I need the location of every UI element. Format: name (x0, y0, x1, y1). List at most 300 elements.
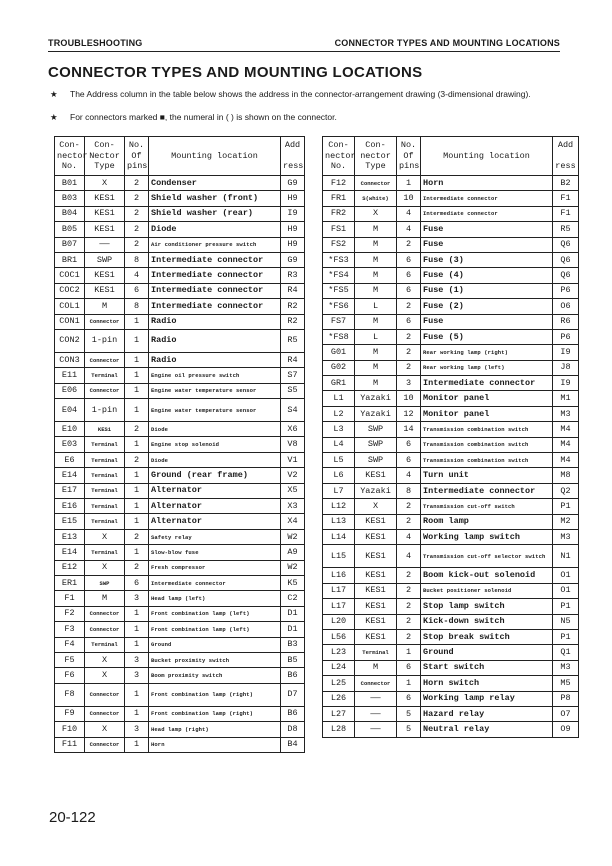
cell-connector-no: L13 (323, 514, 355, 529)
table-row (55, 383, 305, 398)
cell-connector-type: X (85, 652, 125, 667)
cell-mounting-location: Ground (421, 645, 553, 660)
cell-pins: 3 (125, 668, 149, 683)
cell-mounting-location: Alternator (149, 499, 281, 514)
table-row (55, 652, 305, 667)
cell-pins: 2 (397, 599, 421, 614)
cell-connector-no: *FS3 (323, 252, 355, 267)
table-row (55, 683, 305, 706)
cell-connector-type: KES1 (355, 545, 397, 568)
cell-connector-no: FS2 (323, 237, 355, 252)
cell-mounting-location: Diode (149, 452, 281, 467)
cell-mounting-location: Fuse (421, 314, 553, 329)
col-header-mounting-location: Mounting location (149, 137, 281, 176)
cell-connector-type: M (355, 345, 397, 360)
cell-address: M3 (553, 406, 579, 421)
connector-table-left (54, 136, 305, 753)
cell-mounting-location: Fuse (5) (421, 329, 553, 344)
cell-connector-no: COC1 (55, 268, 85, 283)
cell-address: I9 (281, 206, 305, 221)
cell-address: O9 (553, 722, 579, 737)
table-row (323, 676, 579, 691)
cell-address: R3 (281, 268, 305, 283)
table-row (323, 660, 579, 675)
cell-mounting-location: Stop break switch (421, 629, 553, 644)
cell-connector-no: E10 (55, 422, 85, 437)
cell-address: F1 (553, 191, 579, 206)
cell-connector-no: E11 (55, 368, 85, 383)
cell-connector-type: M (85, 299, 125, 314)
col-header-connector-no: Con- nector No. (55, 137, 85, 176)
cell-address: A9 (281, 545, 305, 560)
cell-connector-type: KES1 (355, 514, 397, 529)
cell-pins: 4 (397, 468, 421, 483)
cell-pins: 1 (125, 545, 149, 560)
cell-pins: 1 (125, 606, 149, 621)
cell-connector-type: Terminal (85, 637, 125, 652)
cell-pins: 6 (125, 283, 149, 298)
cell-connector-no: L17 (323, 583, 355, 598)
cell-connector-type: SWP (355, 422, 397, 437)
cell-connector-no: L4 (323, 437, 355, 452)
cell-address: R4 (281, 283, 305, 298)
cell-connector-type: X (85, 722, 125, 737)
table-row (55, 514, 305, 529)
cell-connector-type: —— (355, 691, 397, 706)
cell-mounting-location: Intermediate connector (149, 575, 281, 590)
cell-connector-no: L28 (323, 722, 355, 737)
table-row (323, 345, 579, 360)
cell-connector-type: M (355, 268, 397, 283)
table-row (323, 545, 579, 568)
cell-mounting-location: Working lamp switch (421, 529, 553, 544)
cell-address: B6 (281, 668, 305, 683)
cell-mounting-location: Bucket positioner solenoid (421, 583, 553, 598)
cell-mounting-location: Shield washer (rear) (149, 206, 281, 221)
cell-address: P1 (553, 599, 579, 614)
cell-mounting-location: Fresh compressor (149, 560, 281, 575)
cell-pins: 1 (125, 706, 149, 721)
cell-address: D1 (281, 606, 305, 621)
cell-connector-type: Connector (85, 352, 125, 367)
cell-mounting-location: Intermediate connector (149, 252, 281, 267)
header-section-label: TROUBLESHOOTING (48, 38, 143, 48)
cell-connector-type: KES1 (85, 422, 125, 437)
col-header-connector-no: Con- nector No. (323, 137, 355, 176)
table-row (323, 583, 579, 598)
cell-pins: 2 (397, 583, 421, 598)
cell-address: M8 (553, 468, 579, 483)
cell-address: M3 (553, 529, 579, 544)
cell-pins: 2 (397, 237, 421, 252)
table-row (55, 283, 305, 298)
cell-mounting-location: Bucket proximity switch (149, 652, 281, 667)
cell-address: O7 (553, 706, 579, 721)
cell-pins: 2 (397, 329, 421, 344)
cell-connector-type: SWP (85, 575, 125, 590)
cell-connector-type: X (85, 176, 125, 191)
cell-connector-no: *FS5 (323, 283, 355, 298)
cell-pins: 1 (125, 352, 149, 367)
note-marked-connectors (50, 112, 560, 122)
cell-mounting-location: Fuse (2) (421, 299, 553, 314)
cell-address: M5 (553, 676, 579, 691)
cell-connector-type: S(white) (355, 191, 397, 206)
cell-address: M2 (553, 514, 579, 529)
table-row (55, 737, 305, 752)
cell-mounting-location: Engine water temperature sensor (149, 383, 281, 398)
cell-address: Q1 (553, 645, 579, 660)
cell-pins: 3 (125, 652, 149, 667)
cell-connector-type: Terminal (85, 452, 125, 467)
cell-pins: 2 (397, 514, 421, 529)
cell-connector-no: L3 (323, 422, 355, 437)
cell-address: R4 (281, 352, 305, 367)
cell-connector-no: L25 (323, 676, 355, 691)
cell-pins: 2 (397, 499, 421, 514)
table-row (323, 468, 579, 483)
cell-mounting-location: Stop lamp switch (421, 599, 553, 614)
table-row (323, 614, 579, 629)
cell-connector-type: X (85, 529, 125, 544)
cell-pins: 6 (397, 252, 421, 267)
cell-address: G9 (281, 176, 305, 191)
cell-connector-no: E13 (55, 529, 85, 544)
cell-connector-no: ER1 (55, 575, 85, 590)
cell-connector-type: M (355, 283, 397, 298)
cell-mounting-location: Boom kick-out solenoid (421, 568, 553, 583)
cell-mounting-location: Intermediate connector (149, 283, 281, 298)
cell-connector-type: M (355, 376, 397, 391)
table-row (55, 352, 305, 367)
cell-connector-type: Terminal (85, 545, 125, 560)
cell-pins: 6 (397, 283, 421, 298)
cell-mounting-location: Hazard relay (421, 706, 553, 721)
cell-connector-type: M (85, 591, 125, 606)
table-row (55, 545, 305, 560)
cell-connector-type: KES1 (355, 629, 397, 644)
table-row (55, 222, 305, 237)
col-header-pins: No. Of pins (125, 137, 149, 176)
cell-pins: 1 (125, 314, 149, 329)
cell-connector-type: Connector (85, 383, 125, 398)
cell-address: M3 (553, 660, 579, 675)
cell-address: O1 (553, 568, 579, 583)
cell-mounting-location: Radio (149, 352, 281, 367)
table-row (323, 499, 579, 514)
cell-connector-no: L27 (323, 706, 355, 721)
note-address-text: The Address column in the table below shows the address in the connector-arrangement drawing (3-dimensional drawing). (70, 89, 531, 99)
cell-address: B6 (281, 706, 305, 721)
star-icon: ★ (50, 112, 58, 122)
cell-connector-no: E14 (55, 545, 85, 560)
header-page-topic: CONNECTOR TYPES AND MOUNTING LOCATIONS (334, 38, 560, 48)
cell-connector-no: L2 (323, 406, 355, 421)
cell-pins: 2 (125, 191, 149, 206)
cell-connector-no: F4 (55, 637, 85, 652)
cell-pins: 2 (125, 222, 149, 237)
table-row (323, 222, 579, 237)
cell-connector-type: Connector (85, 606, 125, 621)
cell-pins: 5 (397, 722, 421, 737)
col-header-mounting-location: Mounting location (421, 137, 553, 176)
table-row (323, 691, 579, 706)
cell-mounting-location: Safety relay (149, 529, 281, 544)
table-row (55, 560, 305, 575)
cell-connector-type: Terminal (85, 514, 125, 529)
note-marked-text: For connectors marked ■, the numeral in ( ) is shown on the connector. (70, 112, 337, 122)
table-row (323, 406, 579, 421)
cell-pins: 2 (125, 560, 149, 575)
cell-connector-no: FS1 (323, 222, 355, 237)
table-row (323, 453, 579, 468)
table-row (55, 529, 305, 544)
cell-address: B4 (281, 737, 305, 752)
cell-connector-no: L15 (323, 545, 355, 568)
table-row (323, 191, 579, 206)
cell-mounting-location: Monitor panel (421, 406, 553, 421)
table-row (55, 299, 305, 314)
cell-connector-no: E16 (55, 499, 85, 514)
cell-pins: 4 (397, 206, 421, 221)
cell-pins: 8 (397, 483, 421, 498)
cell-connector-no: E6 (55, 452, 85, 467)
cell-connector-type: —— (355, 722, 397, 737)
cell-connector-type: KES1 (85, 222, 125, 237)
cell-connector-no: E12 (55, 560, 85, 575)
cell-mounting-location: Alternator (149, 514, 281, 529)
cell-connector-type: Connector (85, 683, 125, 706)
cell-connector-type: KES1 (355, 568, 397, 583)
table-row (55, 468, 305, 483)
cell-mounting-location: Rear working lamp (left) (421, 360, 553, 375)
cell-pins: 1 (125, 622, 149, 637)
cell-connector-type: M (355, 660, 397, 675)
cell-connector-type: Connector (85, 706, 125, 721)
cell-connector-type: M (355, 360, 397, 375)
cell-address: Q6 (553, 237, 579, 252)
cell-address: D8 (281, 722, 305, 737)
col-header-connector-type: Con- nector Type (355, 137, 397, 176)
cell-connector-type: L (355, 329, 397, 344)
cell-connector-no: G02 (323, 360, 355, 375)
cell-mounting-location: Fuse (4) (421, 268, 553, 283)
cell-connector-type: SWP (355, 437, 397, 452)
cell-pins: 1 (125, 368, 149, 383)
cell-connector-no: L20 (323, 614, 355, 629)
cell-mounting-location: Engine oil pressure switch (149, 368, 281, 383)
cell-pins: 10 (397, 191, 421, 206)
cell-address: H9 (281, 237, 305, 252)
cell-address: M4 (553, 422, 579, 437)
star-icon: ★ (50, 89, 58, 99)
cell-pins: 1 (397, 676, 421, 691)
cell-connector-no: CON1 (55, 314, 85, 329)
cell-pins: 3 (125, 722, 149, 737)
table-row (323, 391, 579, 406)
cell-pins: 6 (397, 691, 421, 706)
cell-mounting-location: Neutral relay (421, 722, 553, 737)
cell-address: V2 (281, 468, 305, 483)
cell-connector-no: B03 (55, 191, 85, 206)
table-row (55, 329, 305, 352)
cell-mounting-location: Transmission combination switch (421, 437, 553, 452)
table-row (55, 314, 305, 329)
cell-connector-no: *FS6 (323, 299, 355, 314)
cell-pins: 1 (125, 683, 149, 706)
cell-connector-no: F11 (55, 737, 85, 752)
cell-address: O6 (553, 299, 579, 314)
cell-connector-type: KES1 (355, 614, 397, 629)
cell-connector-type: Yazaki (355, 391, 397, 406)
table-row (55, 191, 305, 206)
table-row (323, 314, 579, 329)
cell-mounting-location: Horn (149, 737, 281, 752)
cell-connector-type: Terminal (355, 645, 397, 660)
cell-address: P6 (553, 329, 579, 344)
cell-mounting-location: Transmission cut-off selector switch (421, 545, 553, 568)
cell-connector-no: L24 (323, 660, 355, 675)
cell-pins: 4 (397, 545, 421, 568)
cell-pins: 3 (397, 376, 421, 391)
cell-connector-no: L6 (323, 468, 355, 483)
table-row (55, 399, 305, 422)
cell-connector-no: E15 (55, 514, 85, 529)
cell-address: F1 (553, 206, 579, 221)
table-row (323, 514, 579, 529)
table-row (323, 437, 579, 452)
cell-connector-type: Terminal (85, 437, 125, 452)
cell-connector-type: M (355, 222, 397, 237)
cell-pins: 10 (397, 391, 421, 406)
table-row (55, 606, 305, 621)
table-row (323, 568, 579, 583)
cell-mounting-location: Front combination lamp (right) (149, 683, 281, 706)
note-address (50, 89, 560, 99)
cell-address: S4 (281, 399, 305, 422)
cell-pins: 2 (125, 206, 149, 221)
cell-address: S7 (281, 368, 305, 383)
cell-mounting-location: Horn switch (421, 676, 553, 691)
cell-connector-type: M (355, 314, 397, 329)
cell-pins: 1 (397, 176, 421, 191)
cell-mounting-location: Start switch (421, 660, 553, 675)
cell-mounting-location: Transmission combination switch (421, 422, 553, 437)
cell-pins: 6 (397, 660, 421, 675)
cell-address: I9 (553, 345, 579, 360)
cell-address: X3 (281, 499, 305, 514)
cell-connector-no: F3 (55, 622, 85, 637)
cell-pins: 6 (397, 437, 421, 452)
table-row (55, 422, 305, 437)
table-row (323, 483, 579, 498)
cell-pins: 2 (125, 422, 149, 437)
cell-mounting-location: Front combination lamp (left) (149, 622, 281, 637)
cell-pins: 4 (125, 268, 149, 283)
cell-pins: 4 (397, 529, 421, 544)
cell-address: R2 (281, 299, 305, 314)
table-row (55, 637, 305, 652)
table-row (323, 176, 579, 191)
cell-address: X6 (281, 422, 305, 437)
cell-address: X4 (281, 514, 305, 529)
table-row (55, 499, 305, 514)
cell-pins: 4 (397, 222, 421, 237)
cell-pins: 1 (125, 468, 149, 483)
cell-connector-type: M (355, 252, 397, 267)
cell-mounting-location: Diode (149, 222, 281, 237)
table-row (55, 722, 305, 737)
cell-mounting-location: Engine stop solenoid (149, 437, 281, 452)
table-row (55, 176, 305, 191)
cell-connector-no: F12 (323, 176, 355, 191)
cell-connector-no: GR1 (323, 376, 355, 391)
cell-connector-type: Connector (355, 676, 397, 691)
table-row (55, 591, 305, 606)
cell-connector-type: L (355, 299, 397, 314)
cell-mounting-location: Room lamp (421, 514, 553, 529)
cell-connector-no: *FS4 (323, 268, 355, 283)
table-row (55, 237, 305, 252)
cell-connector-no: E17 (55, 483, 85, 498)
cell-mounting-location: Head lamp (left) (149, 591, 281, 606)
cell-pins: 1 (125, 329, 149, 352)
cell-address: B3 (281, 637, 305, 652)
table-row (323, 252, 579, 267)
cell-pins: 2 (397, 614, 421, 629)
col-header-address: Add ress (281, 137, 305, 176)
cell-mounting-location: Horn (421, 176, 553, 191)
table-row (323, 422, 579, 437)
cell-connector-no: FR1 (323, 191, 355, 206)
cell-mounting-location: Head lamp (right) (149, 722, 281, 737)
cell-pins: 1 (125, 514, 149, 529)
cell-connector-no: B07 (55, 237, 85, 252)
table-row (55, 206, 305, 221)
cell-connector-type: Terminal (85, 368, 125, 383)
cell-mounting-location: Radio (149, 329, 281, 352)
table-row (55, 668, 305, 683)
cell-address: M1 (553, 391, 579, 406)
cell-pins: 2 (397, 299, 421, 314)
cell-address: R5 (281, 329, 305, 352)
page-header (48, 37, 560, 52)
table-row (323, 529, 579, 544)
cell-mounting-location: Front combination lamp (right) (149, 706, 281, 721)
cell-address: B2 (553, 176, 579, 191)
cell-address: J8 (553, 360, 579, 375)
cell-connector-no: *FS8 (323, 329, 355, 344)
cell-connector-no: E04 (55, 399, 85, 422)
table-row (55, 706, 305, 721)
cell-pins: 3 (125, 591, 149, 606)
cell-mounting-location: Working lamp relay (421, 691, 553, 706)
cell-address: H9 (281, 222, 305, 237)
cell-connector-no: E14 (55, 468, 85, 483)
cell-address: V1 (281, 452, 305, 467)
cell-connector-type: Connector (85, 622, 125, 637)
cell-pins: 1 (397, 645, 421, 660)
cell-mounting-location: Intermediate connector (421, 206, 553, 221)
cell-connector-no: COC2 (55, 283, 85, 298)
cell-pins: 2 (125, 452, 149, 467)
cell-address: Q6 (553, 268, 579, 283)
cell-connector-no: F8 (55, 683, 85, 706)
cell-connector-type: —— (355, 706, 397, 721)
cell-mounting-location: Shield washer (front) (149, 191, 281, 206)
cell-pins: 1 (125, 737, 149, 752)
cell-connector-no: E03 (55, 437, 85, 452)
